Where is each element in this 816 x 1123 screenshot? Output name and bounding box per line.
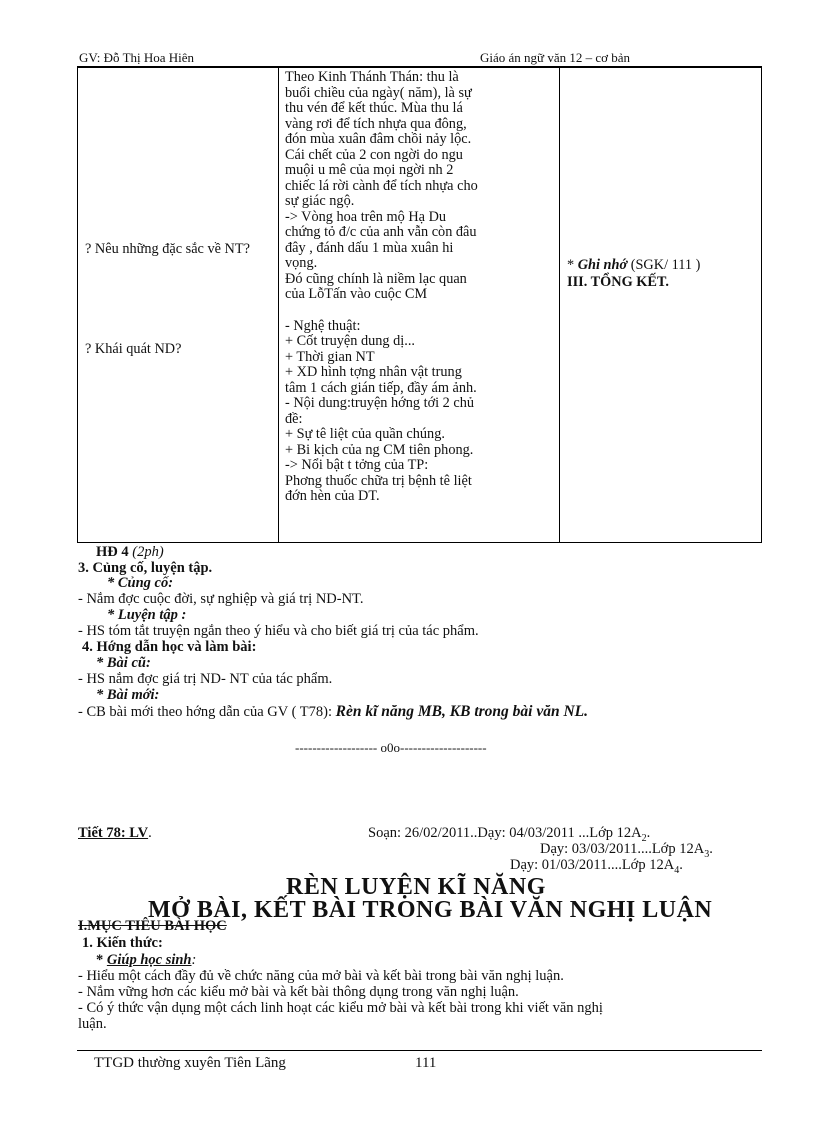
analysis-line: chiếc lá rời cành để tích nhựa cho <box>285 177 478 194</box>
schedule-line-2: Dạy: 03/03/2011....Lớp $12A_3$. <box>540 841 713 860</box>
table-divider <box>559 68 560 542</box>
analysis-line: + Bi kịch của ng CM tiên phong. <box>285 441 474 458</box>
analysis-line: -> Vòng hoa trên mộ Hạ Du <box>285 208 447 225</box>
analysis-line: Cái chết của 2 con ngời do ngu <box>285 146 463 163</box>
objective-item-continued: luận. <box>78 1016 107 1032</box>
help-students-label: * Giúp học sinh: <box>96 952 197 968</box>
lesson-number: Tiết 78: LV. <box>78 825 152 841</box>
analysis-line: + Thời gian NT <box>285 348 375 365</box>
cung-co-text: - Nắm đợc cuộc đời, sự nghiệp và giá trị ND-NT. <box>78 591 364 607</box>
analysis-line: đề: <box>285 410 303 427</box>
analysis-line: sự giác ngộ. <box>285 193 355 209</box>
analysis-line: + XD hình tợng nhân vật trung <box>285 364 462 380</box>
analysis-line: muội u mê của mọi ngời nh 2 <box>285 162 454 178</box>
section-4-heading: 4. Hớng dẫn học và làm bài: <box>82 639 257 655</box>
analysis-line: - Nghệ thuật: <box>285 317 361 334</box>
analysis-line: Theo Kinh Thánh Thán: thu là <box>285 69 459 85</box>
luyen-tap-text: - HS tóm tắt truyện ngắn theo ý hiểu và cho biết giá trị của tác phẩm. <box>78 623 479 639</box>
analysis-line: vọng. <box>285 255 318 271</box>
analysis-line: Phơng thuốc chữa trị bệnh tê liệt <box>285 472 472 489</box>
question-nt: ? Nêu những đặc sắc về NT? <box>85 241 250 257</box>
analysis-line: chứng tỏ đ/c của anh vẫn còn đâu <box>285 224 477 240</box>
luyen-tap-label: * Luyện tập : <box>107 607 187 623</box>
analysis-line: - Nội dung:truyện hớng tới 2 chủ <box>285 395 475 411</box>
lesson-title-line-1: RÈN LUYỆN KĨ NĂNG <box>286 874 546 900</box>
bai-moi-label: * Bài mới: <box>96 687 160 703</box>
section-3-heading: 3. Củng cố, luyện tập. <box>78 560 213 576</box>
objective-item: - Nắm vững hơn các kiểu mở bài và kết bài thông dụng trong văn nghị luận. <box>78 984 519 1000</box>
analysis-line: vàng rơi để tích nhựa qua đông, <box>285 115 467 132</box>
analysis-column <box>285 70 553 505</box>
bai-moi-text: - CB bài mới theo hớng dẫn của GV ( T78): Rèn kĩ năng MB, KB trong bài văn NL. <box>78 703 588 720</box>
analysis-line: Đó cũng chính là niềm lạc quan <box>285 270 467 287</box>
analysis-line: buổi chiều của ngày( năm), là sự <box>285 84 472 101</box>
objectives-heading: I.MỤC TIÊU BÀI HỌC <box>78 918 227 934</box>
footer-rule <box>77 1050 762 1051</box>
summary-column: * Ghi nhớ (SGK/ 111 ) III. TỔNG KẾT. <box>567 257 701 290</box>
analysis-line: tâm 1 cách gián tiếp, đầy ám ảnh. <box>285 379 477 396</box>
lesson-table <box>77 67 762 543</box>
analysis-line: đón mùa xuân đâm chồi nảy lộc. <box>285 131 472 147</box>
objective-item: - Hiểu một cách đầy đủ về chức năng của mở bài và kết bài trong bài văn nghị luận. <box>78 968 564 984</box>
analysis-line: đớn hèn của DT. <box>285 488 380 504</box>
analysis-line: -> Nổi bật t tởng của TP: <box>285 457 429 473</box>
ghi-nho-label: Ghi nhớ <box>577 257 628 273</box>
bai-cu-label: * Bài cũ: <box>96 655 151 671</box>
hd4-label: HĐ 4 (2ph) <box>96 544 164 560</box>
analysis-line: + Sự tê liệt của quần chúng. <box>285 426 445 442</box>
lesson-title-line-2: MỞ BÀI, KẾT BÀI TRONG BÀI VĂN NGHỊ LUẬN <box>148 897 713 923</box>
analysis-line: + Cốt truyện dung dị... <box>285 333 415 349</box>
knowledge-heading: 1. Kiến thức: <box>82 935 163 951</box>
header-subject: Giáo án ngữ văn 12 – cơ bản <box>480 50 631 65</box>
objective-item: - Có ý thức vận dụng một cách linh hoạt các kiểu mở bài và kết bài trong khi viết văn nghị <box>78 1000 603 1016</box>
bai-cu-text: - HS nắm đợc giá trị ND- NT của tác phẩm. <box>78 671 333 687</box>
analysis-line: thu vén để kết thúc. Mùa thu lá <box>285 100 463 116</box>
schedule-line-1: Soạn: 26/02/2011..Dạy: 04/03/2011 ...Lớp $12A_2$. <box>368 825 651 844</box>
analysis-line: của LỗTấn vào cuộc CM <box>285 286 428 302</box>
header-teacher: GV: Đỗ Thị Hoa Hiên <box>79 50 195 65</box>
analysis-line <box>285 303 553 319</box>
schedule-line-3: Dạy: 01/03/2011....Lớp $12A_4$. <box>510 857 683 876</box>
footer-center: TTGD thường xuyên Tiên Lãng <box>94 1055 286 1071</box>
tong-ket-heading: III. TỔNG KẾT. <box>567 273 669 290</box>
table-divider <box>278 68 279 542</box>
section-separator: ------------------- o0o-------------------- <box>295 740 487 755</box>
analysis-line: đây , đánh dấu 1 mùa xuân hi <box>285 239 454 256</box>
question-nd: ? Khái quát ND? <box>85 341 182 357</box>
cung-co-label: * Củng cố: <box>107 575 174 591</box>
page-number: 111 <box>415 1055 437 1071</box>
